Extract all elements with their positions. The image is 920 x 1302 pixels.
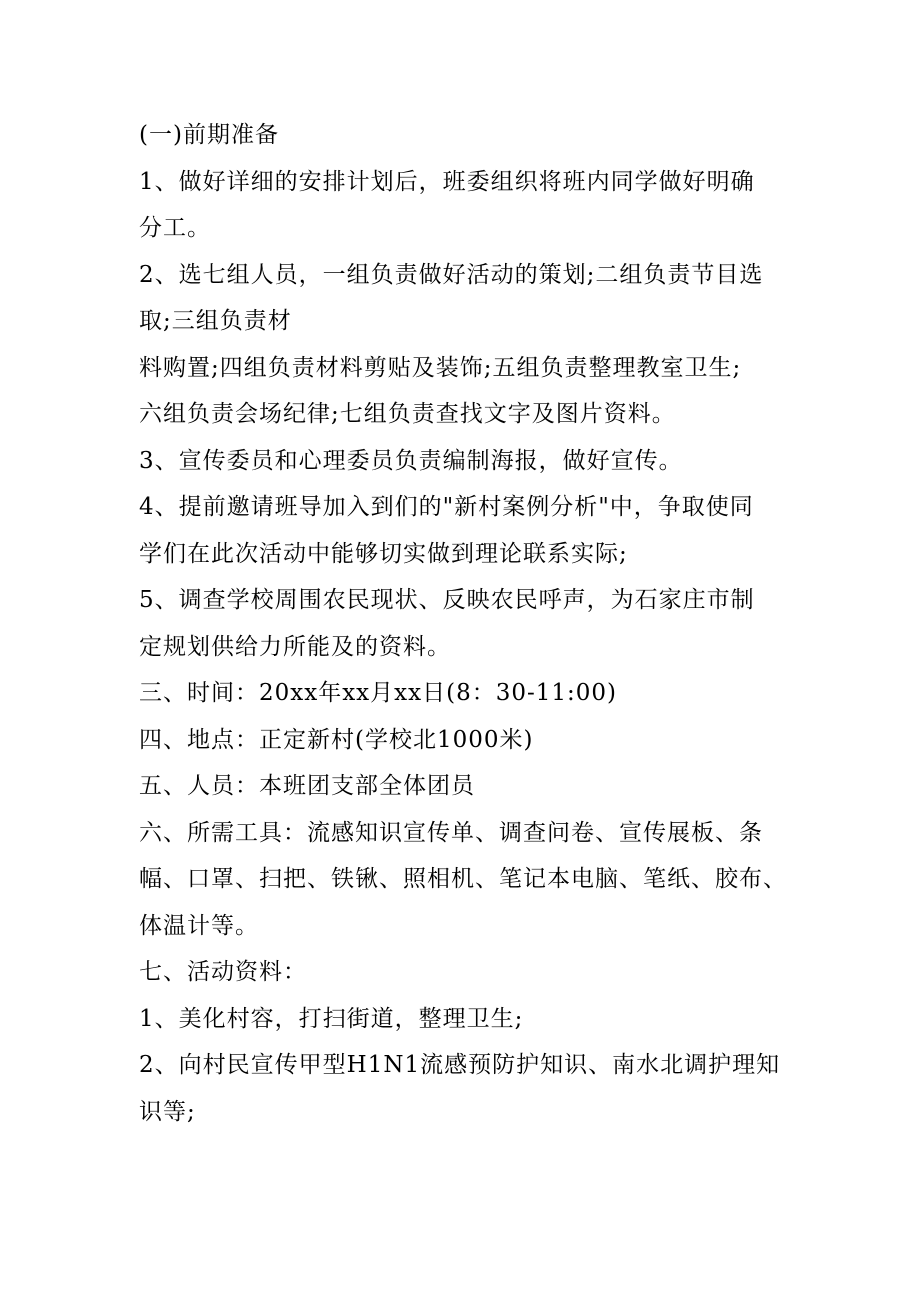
paragraph-line: 5、调查学校周围农民现状、反映农民呼声，为石家庄市制 xyxy=(139,587,755,613)
section-tools: 六、所需工具：流感知识宣传单、调查问卷、宣传展板、条 xyxy=(139,819,763,846)
paragraph-line: 料购置;四组负责材料剪贴及装饰;五组负责整理教室卫生; xyxy=(139,354,742,381)
section-personnel: 五、人员：本班团支部全体团员 xyxy=(139,773,475,799)
section-time: 三、时间：20xx年xx月xx日(8：30-11:00) xyxy=(139,680,617,706)
paragraph-line: 幅、口罩、扫把、铁锹、照相机、笔记本电脑、笔纸、胶布、 xyxy=(139,866,787,892)
paragraph-line: 六组负责会场纪律;七组负责查找文字及图片资料。 xyxy=(139,401,676,427)
paragraph-line: 2、选七组人员，一组负责做好活动的策划;二组负责节目选 xyxy=(139,261,764,288)
paragraph-line: 2、向村民宣传甲型H1N1流感预防护知识、南水北调护理知 xyxy=(139,1052,781,1078)
paragraph-line: 3、宣传委员和心理委员负责编制海报，做好宣传。 xyxy=(139,447,683,474)
heading-preparation: (一)前期准备 xyxy=(139,122,279,148)
paragraph-line: 1、美化村容，打扫街道，整理卫生; xyxy=(139,1005,524,1032)
section-activities: 七、活动资料： xyxy=(139,959,307,985)
paragraph-line: 分工。 xyxy=(139,215,211,241)
paragraph-line: 1、做好详细的安排计划后，班委组织将班内同学做好明确 xyxy=(139,168,755,195)
paragraph-line: 识等; xyxy=(139,1098,196,1125)
section-location: 四、地点：正定新村(学校北1000米) xyxy=(139,726,534,753)
paragraph-line: 学们在此次活动中能够切实做到理论联系实际; xyxy=(139,540,628,567)
paragraph-line: 4、提前邀请班导加入到们的"新村案例分析"中，争取使同 xyxy=(139,494,754,520)
paragraph-line: 取;三组负责材 xyxy=(139,308,292,334)
paragraph-line: 定规划供给力所能及的资料。 xyxy=(139,633,451,660)
document-body xyxy=(139,112,789,1135)
paragraph-line: 体温计等。 xyxy=(139,912,259,939)
